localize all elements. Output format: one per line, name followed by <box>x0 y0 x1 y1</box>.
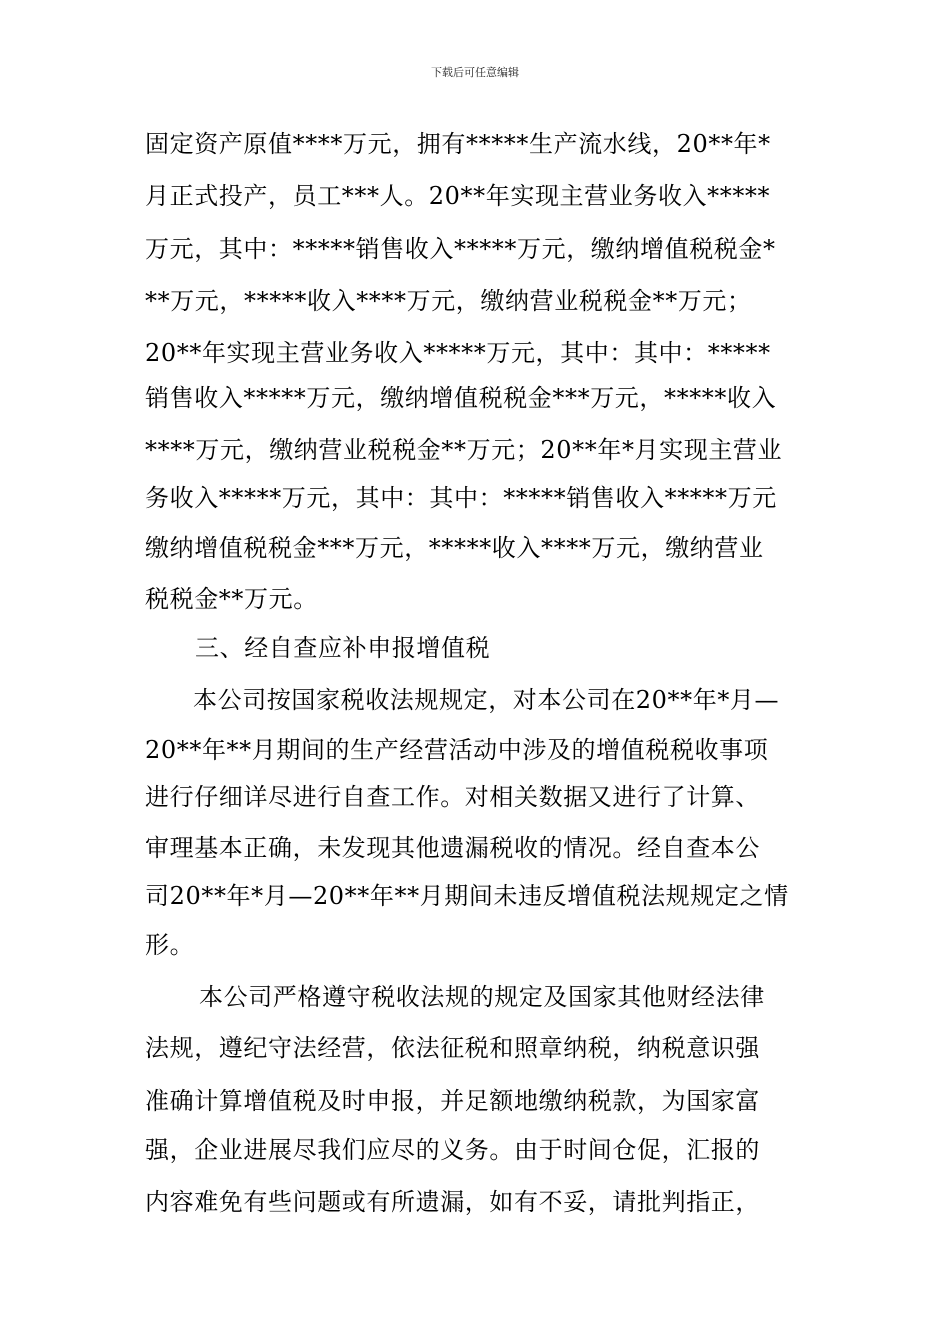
text-line: 万元，其中：*****销售收入*****万元，缴纳增值税税金* <box>145 235 776 263</box>
text-line: 审理基本正确，未发现其他遗漏税收的情况。经自查本公 <box>145 834 760 862</box>
header-note: 下载后可任意编辑 <box>431 66 519 79</box>
text-line: ****万元，缴纳营业税税金**万元；20**年*月实现主营业 <box>145 436 783 464</box>
section-heading: 三、经自查应补申报增值税 <box>195 634 491 662</box>
text-line: 务收入*****万元，其中：其中：*****销售收入*****万元 <box>145 484 777 512</box>
text-line: 形。 <box>145 931 195 959</box>
text-line: 准确计算增值税及时申报，并足额地缴纳税款，为国家富 <box>145 1087 760 1115</box>
text-line: 月正式投产，员工***人。20**年实现主营业务收入***** <box>145 182 771 210</box>
text-line: 本公司按国家税收法规规定，对本公司在20**年*月— <box>193 686 780 714</box>
text-line: 固定资产原值****万元，拥有*****生产流水线，20**年* <box>145 130 771 158</box>
text-line: 法规，遵纪守法经营，依法征税和照章纳税，纳税意识强 <box>145 1034 760 1062</box>
text-line: 20**年**月期间的生产经营活动中涉及的增值税税收事项 <box>145 736 769 764</box>
text-line: 内容难免有些问题或有所遗漏，如有不妥，请批判指正， <box>145 1188 760 1216</box>
text-line: 司20**年*月—20**年**月期间未违反增值税法规规定之情 <box>145 882 789 910</box>
text-line: 20**年实现主营业务收入*****万元，其中：其中：***** <box>145 339 771 367</box>
text-line: 强，企业进展尽我们应尽的义务。由于时间仓促，汇报的 <box>145 1136 760 1164</box>
text-line: 税税金**万元。 <box>145 585 318 613</box>
text-line: 销售收入*****万元，缴纳增值税税金***万元，*****收入 <box>145 384 777 412</box>
text-line: 本公司严格遵守税收法规的规定及国家其他财经法律 <box>199 983 765 1011</box>
text-line: **万元，*****收入****万元，缴纳营业税税金**万元； <box>145 287 752 315</box>
text-line: 缴纳增值税税金***万元，*****收入****万元，缴纳营业 <box>145 534 764 562</box>
text-line: 进行仔细详尽进行自查工作。对相关数据又进行了计算、 <box>145 783 760 811</box>
